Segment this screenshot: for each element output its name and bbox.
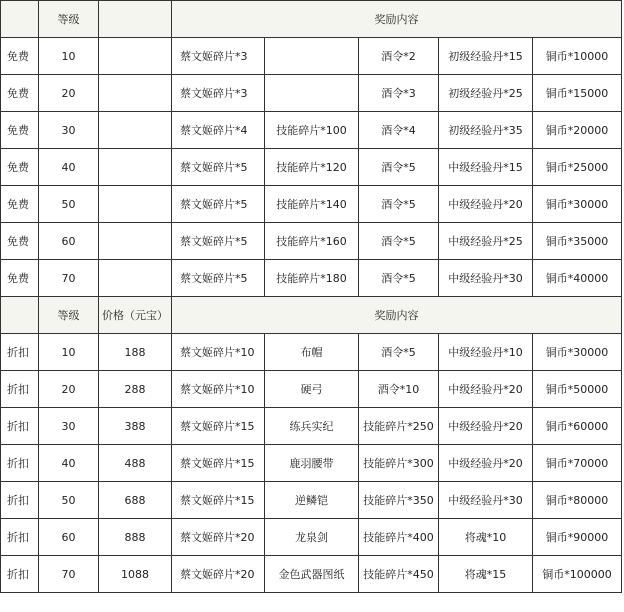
table-row — [1, 149, 622, 186]
reward-cell: 中级经验丹*10 — [439, 334, 533, 371]
reward-cell: 蔡文姬碎片*5 — [172, 186, 265, 223]
table-row — [1, 112, 622, 149]
header-type-cell — [1, 1, 39, 38]
reward-cell: 中级经验丹*15 — [439, 149, 533, 186]
reward-cell: 铜币*30000 — [533, 334, 622, 371]
reward-cell: 中级经验丹*20 — [439, 371, 533, 408]
reward-cell: 中级经验丹*20 — [439, 186, 533, 223]
reward-cell: 蔡文姬碎片*20 — [172, 519, 265, 556]
row-level-cell: 50 — [39, 482, 99, 519]
reward-cell: 酒令*5 — [359, 223, 439, 260]
reward-cell: 酒令*5 — [359, 186, 439, 223]
header-rewards-cell: 奖励内容 — [172, 297, 622, 334]
reward-cell — [265, 75, 359, 112]
row-type-cell: 折扣 — [1, 556, 39, 593]
reward-cell: 铜币*40000 — [533, 260, 622, 297]
reward-cell: 铜币*100000 — [533, 556, 622, 593]
reward-cell: 酒令*2 — [359, 38, 439, 75]
reward-cell: 酒令*3 — [359, 75, 439, 112]
reward-cell: 将魂*10 — [439, 519, 533, 556]
row-level-cell: 40 — [39, 149, 99, 186]
header-row — [1, 297, 622, 334]
row-level-cell: 70 — [39, 556, 99, 593]
reward-cell: 蔡文姬碎片*15 — [172, 408, 265, 445]
reward-cell: 铜币*50000 — [533, 371, 622, 408]
row-level-cell: 20 — [39, 75, 99, 112]
reward-cell: 技能碎片*350 — [359, 482, 439, 519]
reward-cell: 布帽 — [265, 334, 359, 371]
row-level-cell: 40 — [39, 445, 99, 482]
reward-cell: 中级经验丹*20 — [439, 408, 533, 445]
row-level-cell: 20 — [39, 371, 99, 408]
reward-cell: 鹿羽腰带 — [265, 445, 359, 482]
reward-cell: 初级经验丹*15 — [439, 38, 533, 75]
reward-cell: 蔡文姬碎片*5 — [172, 260, 265, 297]
table-row — [1, 186, 622, 223]
table-row — [1, 75, 622, 112]
reward-cell: 技能碎片*250 — [359, 408, 439, 445]
reward-cell: 铜币*25000 — [533, 149, 622, 186]
reward-cell: 硬弓 — [265, 371, 359, 408]
row-price-cell: 288 — [99, 371, 172, 408]
table-row — [1, 408, 622, 445]
table-row — [1, 260, 622, 297]
table-row — [1, 334, 622, 371]
row-price-cell — [99, 75, 172, 112]
row-type-cell: 折扣 — [1, 371, 39, 408]
row-price-cell — [99, 149, 172, 186]
reward-cell: 将魂*15 — [439, 556, 533, 593]
row-type-cell: 免费 — [1, 223, 39, 260]
reward-cell: 铜币*60000 — [533, 408, 622, 445]
reward-cell: 蔡文姬碎片*15 — [172, 482, 265, 519]
row-level-cell: 50 — [39, 186, 99, 223]
header-level-cell: 等级 — [39, 297, 99, 334]
reward-cell: 酒令*5 — [359, 334, 439, 371]
reward-cell: 酒令*5 — [359, 260, 439, 297]
reward-cell: 中级经验丹*30 — [439, 482, 533, 519]
row-price-cell: 1088 — [99, 556, 172, 593]
reward-cell: 蔡文姬碎片*4 — [172, 112, 265, 149]
header-price-cell — [99, 1, 172, 38]
row-price-cell — [99, 223, 172, 260]
reward-cell: 酒令*5 — [359, 149, 439, 186]
row-level-cell: 70 — [39, 260, 99, 297]
reward-cell: 中级经验丹*20 — [439, 445, 533, 482]
reward-cell: 龙泉剑 — [265, 519, 359, 556]
table-row — [1, 371, 622, 408]
header-level-cell: 等级 — [39, 1, 99, 38]
reward-cell: 技能碎片*400 — [359, 519, 439, 556]
reward-cell: 铜币*10000 — [533, 38, 622, 75]
reward-cell: 逆鳞铠 — [265, 482, 359, 519]
row-price-cell: 888 — [99, 519, 172, 556]
reward-cell: 蔡文姬碎片*20 — [172, 556, 265, 593]
row-type-cell: 免费 — [1, 260, 39, 297]
row-price-cell — [99, 186, 172, 223]
reward-cell: 蔡文姬碎片*5 — [172, 149, 265, 186]
row-level-cell: 10 — [39, 38, 99, 75]
reward-cell: 初级经验丹*25 — [439, 75, 533, 112]
row-type-cell: 免费 — [1, 149, 39, 186]
row-level-cell: 30 — [39, 112, 99, 149]
reward-cell: 铜币*35000 — [533, 223, 622, 260]
header-type-cell — [1, 297, 39, 334]
row-level-cell: 10 — [39, 334, 99, 371]
row-price-cell — [99, 112, 172, 149]
table-row — [1, 223, 622, 260]
row-price-cell: 688 — [99, 482, 172, 519]
reward-cell: 技能碎片*100 — [265, 112, 359, 149]
reward-cell: 中级经验丹*25 — [439, 223, 533, 260]
row-type-cell: 免费 — [1, 38, 39, 75]
row-price-cell — [99, 260, 172, 297]
table-row — [1, 556, 622, 593]
row-type-cell: 折扣 — [1, 482, 39, 519]
reward-cell: 铜币*70000 — [533, 445, 622, 482]
reward-cell: 铜币*20000 — [533, 112, 622, 149]
row-type-cell: 折扣 — [1, 519, 39, 556]
reward-cell: 酒令*4 — [359, 112, 439, 149]
reward-cell: 中级经验丹*30 — [439, 260, 533, 297]
reward-cell: 铜币*80000 — [533, 482, 622, 519]
reward-cell: 技能碎片*160 — [265, 223, 359, 260]
reward-cell: 蔡文姬碎片*15 — [172, 445, 265, 482]
row-level-cell: 60 — [39, 519, 99, 556]
reward-cell: 蔡文姬碎片*10 — [172, 334, 265, 371]
row-price-cell: 388 — [99, 408, 172, 445]
table-row — [1, 519, 622, 556]
reward-cell: 技能碎片*120 — [265, 149, 359, 186]
row-type-cell: 折扣 — [1, 334, 39, 371]
reward-cell: 蔡文姬碎片*3 — [172, 75, 265, 112]
reward-cell: 铜币*30000 — [533, 186, 622, 223]
row-type-cell: 折扣 — [1, 408, 39, 445]
header-price-cell: 价格（元宝） — [99, 297, 172, 334]
reward-cell: 蔡文姬碎片*10 — [172, 371, 265, 408]
row-level-cell: 30 — [39, 408, 99, 445]
row-price-cell: 188 — [99, 334, 172, 371]
row-type-cell: 免费 — [1, 75, 39, 112]
table-row — [1, 445, 622, 482]
row-type-cell: 免费 — [1, 186, 39, 223]
reward-cell: 技能碎片*300 — [359, 445, 439, 482]
reward-cell: 铜币*90000 — [533, 519, 622, 556]
table-row — [1, 38, 622, 75]
table-row — [1, 482, 622, 519]
reward-cell: 蔡文姬碎片*5 — [172, 223, 265, 260]
row-type-cell: 免费 — [1, 112, 39, 149]
header-row — [1, 1, 622, 38]
row-level-cell: 60 — [39, 223, 99, 260]
reward-cell: 技能碎片*180 — [265, 260, 359, 297]
row-price-cell — [99, 38, 172, 75]
row-type-cell: 折扣 — [1, 445, 39, 482]
reward-cell — [265, 38, 359, 75]
reward-cell: 技能碎片*450 — [359, 556, 439, 593]
header-rewards-cell: 奖励内容 — [172, 1, 622, 38]
reward-cell: 蔡文姬碎片*3 — [172, 38, 265, 75]
reward-cell: 练兵实纪 — [265, 408, 359, 445]
table-body — [1, 1, 622, 593]
reward-cell: 铜币*15000 — [533, 75, 622, 112]
reward-cell: 技能碎片*140 — [265, 186, 359, 223]
reward-cell: 初级经验丹*35 — [439, 112, 533, 149]
reward-cell: 酒令*10 — [359, 371, 439, 408]
row-price-cell: 488 — [99, 445, 172, 482]
reward-cell: 金色武器图纸 — [265, 556, 359, 593]
